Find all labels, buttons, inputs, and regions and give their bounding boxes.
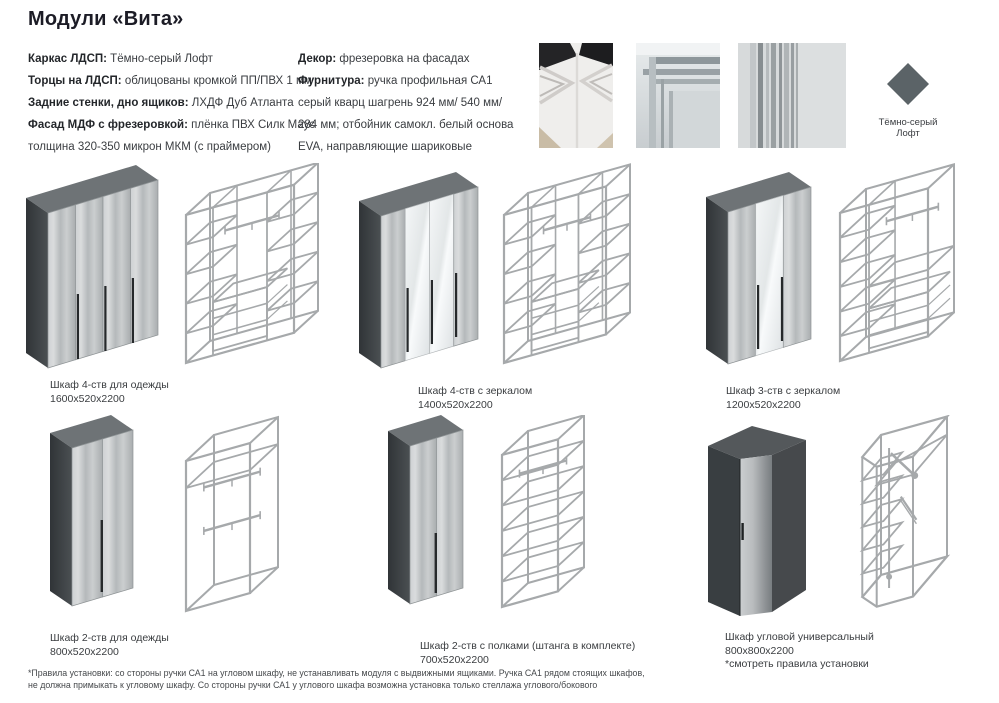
installation-rules-footnote: *Правила установки: со стороны ручки СА1 на угловом шкафу, не устанавливать модуля с выдвижными ящиками. Ручка СА1 рядом стоящих шкафов, не должна примыкать к угловому шкафу. Со стороны ручки СА1 у углового шкафа возможна установка только стеллажа углового/бокового <box>28 668 645 690</box>
caption-wardrobe-3door-mirror <box>726 385 996 412</box>
wireframe-4door-mirror <box>504 164 630 363</box>
figure-wardrobe-corner <box>672 415 992 630</box>
wireframe-2door <box>186 417 278 611</box>
product-dims: 800х800х2200 <box>725 644 794 657</box>
spec-facade: Фасад МДФ с фрезеровкой: плёнка ПВХ Силк Маус толщина 320-350 микрон МКМ (с праймером) <box>28 119 316 153</box>
solid-render-2door-shelves <box>388 415 463 604</box>
product-dims: 1400х520х2200 <box>418 398 493 411</box>
product-name: Шкаф 2-ств с полками (штанга в комплекте) <box>420 640 636 652</box>
caption-wardrobe-2door-shelves <box>420 640 690 667</box>
solid-render-4door <box>26 165 158 368</box>
caption-wardrobe-4door-mirror <box>418 385 688 412</box>
spec-decor: Декор: фрезеровка на фасадах <box>298 53 470 65</box>
product-name: Шкаф 3-ств с зеркалом <box>726 385 841 397</box>
wireframe-corner <box>862 417 947 607</box>
facade-photo-vertical-grooves <box>738 43 846 148</box>
product-dims: 1200х520х2200 <box>726 398 801 411</box>
product-name: Шкаф 4-ств для одежды <box>50 379 169 391</box>
product-dims: 1600х520х2200 <box>50 392 125 405</box>
facade-photo-corner-milling <box>539 43 613 148</box>
figure-wardrobe-4door <box>14 163 334 378</box>
product-note: *смотреть правила установки <box>725 658 869 670</box>
solid-render-3door-mirror <box>706 172 811 364</box>
caption-wardrobe-4door <box>50 379 320 406</box>
figure-wardrobe-4door-mirror <box>344 163 664 378</box>
solid-render-corner <box>708 426 806 616</box>
caption-wardrobe-2door <box>50 632 320 659</box>
product-dims: 800х520х2200 <box>50 645 119 658</box>
spec-backs: Задние стенки, дно ящиков: ЛХДФ Дуб Атланта <box>28 97 294 109</box>
product-name: Шкаф 2-ств для одежды <box>50 632 169 644</box>
solid-render-2door <box>50 415 133 606</box>
caption-wardrobe-corner <box>725 631 995 672</box>
specs-left-column <box>28 48 320 158</box>
page-title: Модули «Вита» <box>28 8 184 30</box>
color-swatch-diamond <box>887 63 929 105</box>
figure-wardrobe-2door-shelves <box>344 415 664 630</box>
spec-hardware: Фурнитура: ручка профильная СА1 серый кварц шагрень 924 мм/ 540 мм/ 284 мм; отбойник самокл. белый основа EVA, направляющие шариковые <box>298 75 514 153</box>
wireframe-3door-mirror <box>840 164 954 361</box>
product-dims: 700х520х2200 <box>420 653 489 666</box>
spec-frame: Каркас ЛДСП: Тёмно-серый Лофт <box>28 53 213 65</box>
wireframe-2door-shelves <box>502 415 584 607</box>
product-name: Шкаф 4-ств с зеркалом <box>418 385 533 397</box>
product-name: Шкаф угловой универсальный <box>725 631 874 643</box>
solid-render-4door-mirror <box>359 172 478 368</box>
figure-wardrobe-2door <box>14 415 334 630</box>
facade-photo-grooved-top <box>636 43 720 148</box>
color-swatch-label: Тёмно-серый Лофт <box>878 117 938 139</box>
specs-right-column <box>298 48 514 158</box>
spec-edges: Торцы на ЛДСП: облицованы кромкой ПП/ПВХ 1 мм <box>28 75 312 87</box>
figure-wardrobe-3door-mirror <box>672 163 992 378</box>
wireframe-4door <box>186 163 318 363</box>
